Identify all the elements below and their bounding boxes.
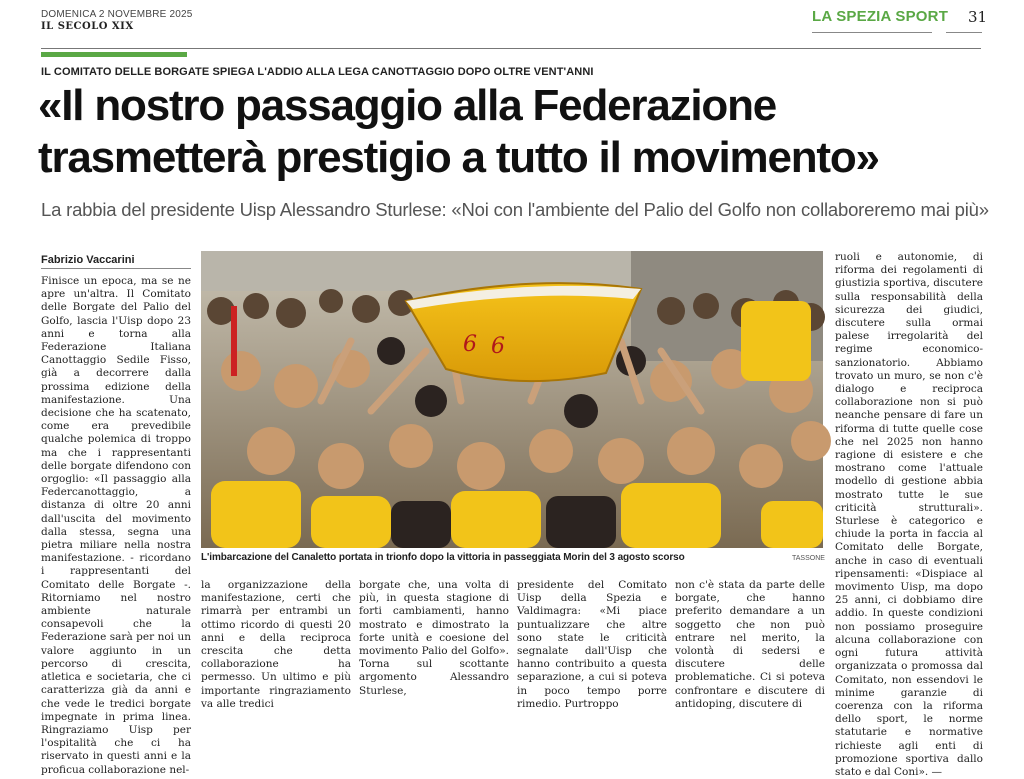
photo-caption: L'imbarcazione del Canaletto portata in trionfo dopo la vittoria in passeggiata Morin del 3 agosto scorso <box>201 552 685 563</box>
page-number: 31 <box>968 8 988 26</box>
article-column-6: ruoli e autonomie, di riforma dei regolamenti di giustizia sportiva, discutere sulla responsabilità della sicurezza dei giudici, discutere sulla ormai palese irregolarità del regime economico-sanzionatorio. Abbiamo trovato un muro, se non c'è dialogo e reciproca collaborazione non si può neanche pensare di fare un riforma di tutte quelle cose che nel 2025 non hanno ragione di esistere e che mostrano come l'attuale modello di gestione abbia mostrato tutte le sue criticità strutturali». Sturlese è categorico e chiude la porta in faccia al Comitato delle Borgate, anche in caso di eventuali ripensamenti: «Dispiace al movimento Uisp, ma dopo 25 anni, ci dobbiamo dire addio. In queste condizioni non possiamo proseguire alcuna collaborazione con ogni futura attività organizzata o promossa dal Comitato, non essendovi le minime garanzie di coerenza con la riforma dello sport, le norme statutarie e normative richieste agli enti di promozione sportiva dallo stato e dal Coni». — <box>835 251 983 778</box>
article-photo <box>201 251 823 548</box>
article-column-3: borgate che, una volta di più, in questa stagione di forti cambiamenti, hanno mostrato e dimostrato la forte unità e coesione del movimento Palio del Golfo». Torna sul scottante argomento Alessandro Sturlese, <box>359 579 509 697</box>
article-kicker: IL COMITATO DELLE BORGATE SPIEGA L'ADDIO ALLA LEGA CANOTTAGGIO DOPO OLTRE VENT'ANNI <box>41 66 594 78</box>
article-byline: Fabrizio Vaccarini <box>41 254 191 269</box>
masthead <box>41 9 193 32</box>
header-divider <box>41 48 981 49</box>
article-column-5: non c'è stata da parte delle borgate, che hanno preferito demandare a un soggetto che non può entrare nel merito, la volontà di sedersi e discutere delle problematiche. Ci si poteva confrontare e discutere di antidoping, discutere di <box>675 579 825 710</box>
page-number-underline <box>946 32 982 33</box>
boat-number-left: 6 <box>463 332 477 357</box>
article-headline: «Il nostro passaggio alla Federazione trasmetterà prestigio a tutto il movimento» <box>38 81 879 182</box>
newspaper-name: IL SECOLO XIX <box>41 21 134 32</box>
article-column-4: presidente del Comitato Uisp della Spezia e Valdimagra: «Mi piace puntualizzare che altre sono state le criticità segnalate dall'Uisp che hanno contribuito a questa separazione, a cui si poteva in poco tempo porre rimedio. Purtroppo <box>517 579 667 710</box>
issue-date: DOMENICA 2 NOVEMBRE 2025 <box>41 9 193 20</box>
article-column-2: la organizzazione della manifestazione, certi che rimarrà per entrambi un ottimo ricordo di questi 20 anni e della reciproca crescita che detta collaborazione ha permesso. Un ultimo e più importante ringraziamento va alle tredici <box>201 579 351 710</box>
article-column-1: Finisce un epoca, ma se ne apre un'altra. Il Comitato delle Borgate del Palio del Golfo, lascia l'Uisp dopo 23 anni e torna alla Federazione Italiana Canottaggio Sedile Fisso, già a decorrere dalla prossima edizione della manifestazione. Una decisione che ha scatenato, come era prevedibile qualche polemica di troppo ma che i rappresentanti delle borgate difendono con orgoglio: «Il passaggio alla Federcanottaggio, a distanza di oltre 20 anni dall'uscita del movimento dalla stessa, segna una pietra miliare nella nostra manifestazione. - ricordano i rappresentanti del Comitato delle Borgate -. Ritorniamo nel nostro ambiente naturale consapevoli che la Federazione sarà per noi un valore aggiunto in un percorso di crescita, atletica e societaria, che ci caratterizza già da anni e che vede le tredici borgate impegnate in prima linea. Ringraziamo Uisp per l'ospitalità che ci ha riservato in questi anni e la proficua collaborazione nel- <box>41 275 191 776</box>
article-subhead: La rabbia del presidente Uisp Alessandro Sturlese: «Noi con l'ambiente del Palio del Golfo non collaboreremo mai più» <box>41 199 989 220</box>
section-accent-bar <box>41 52 187 57</box>
crowd-boat-illustration <box>201 251 823 548</box>
section-underline <box>812 32 932 33</box>
boat-number-right: 6 <box>491 334 505 359</box>
photo-credit: TASSONE <box>792 555 825 562</box>
section-title: LA SPEZIA SPORT <box>812 8 949 25</box>
